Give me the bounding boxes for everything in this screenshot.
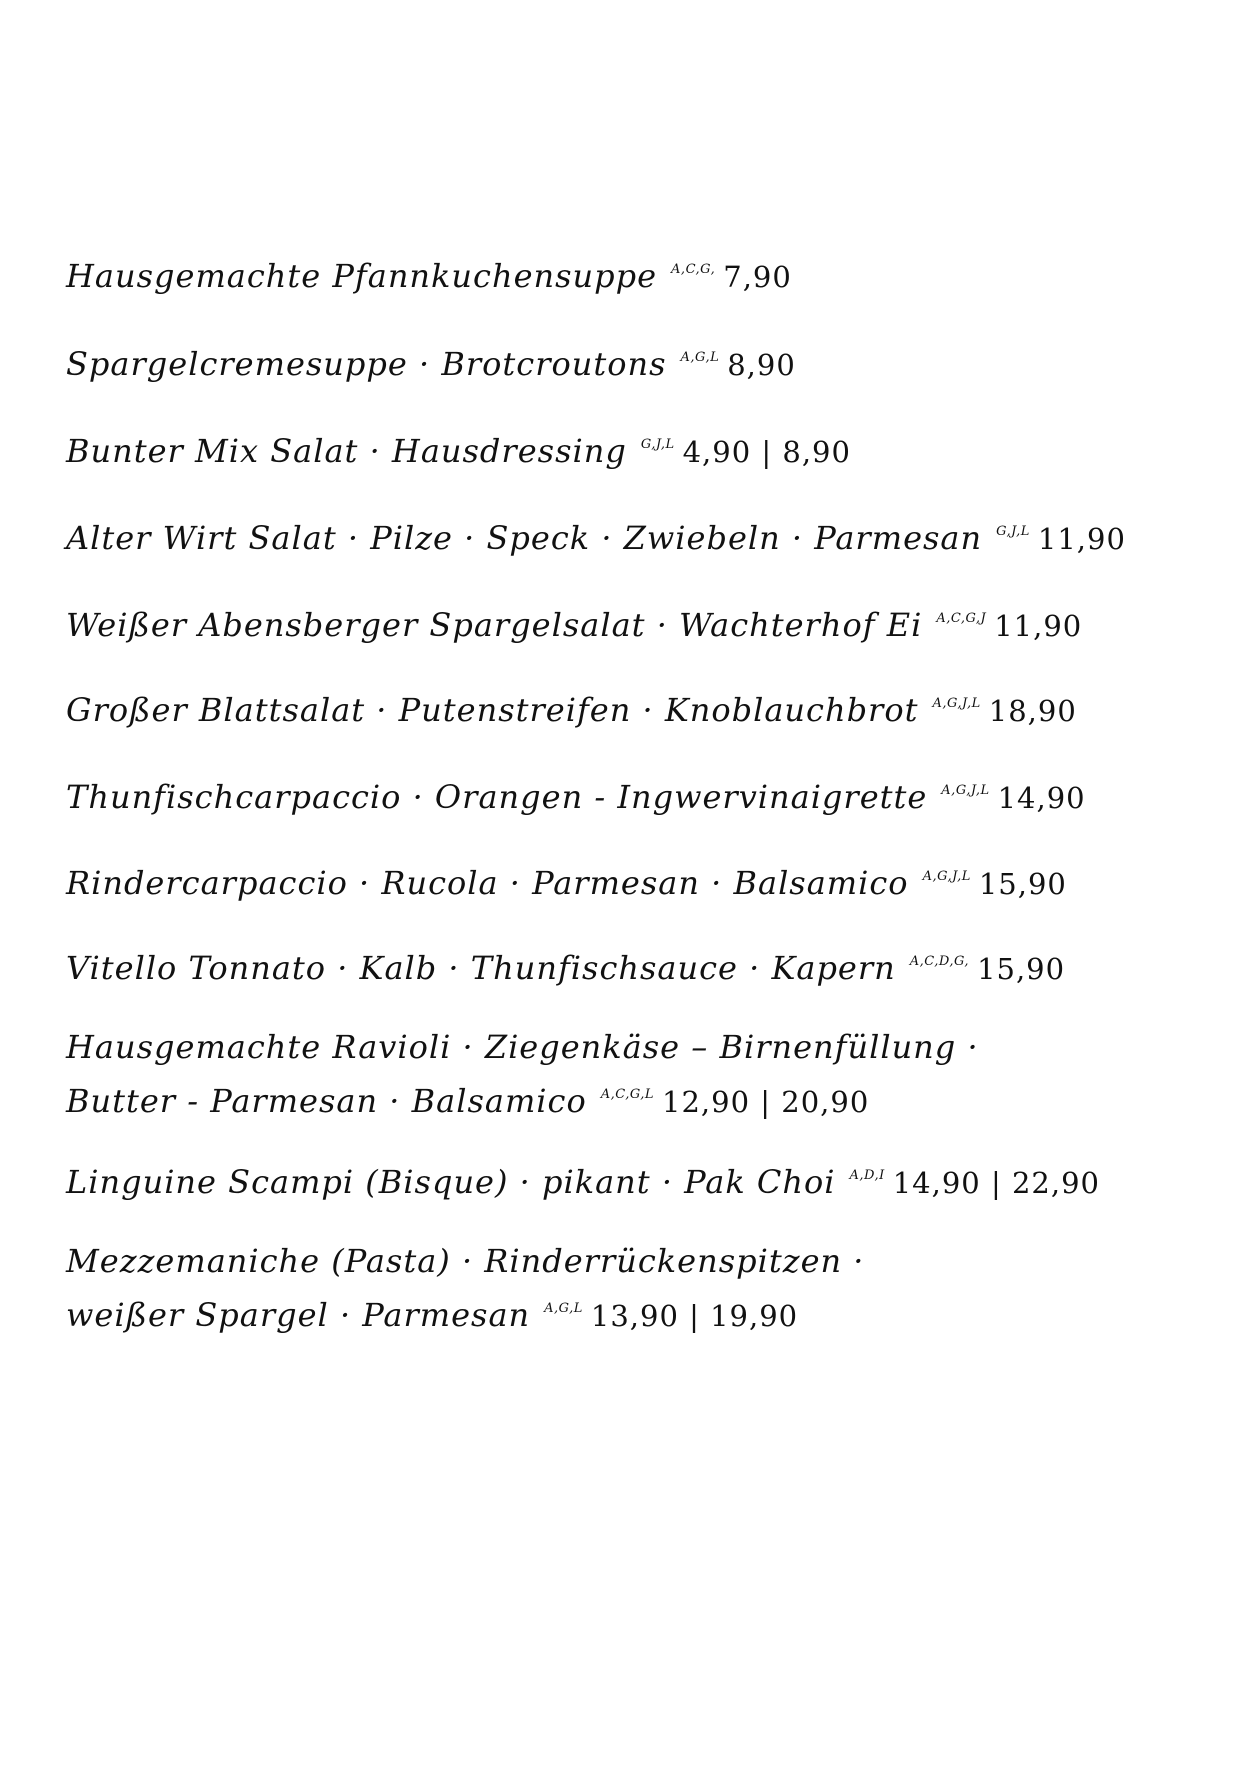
allergen-codes: A,C,G,J	[936, 611, 987, 626]
dish-price: 14,90	[997, 781, 1086, 815]
dish-price: 14,90 | 22,90	[892, 1166, 1100, 1200]
menu-item	[66, 421, 851, 476]
allergen-codes: G,J,L	[640, 437, 675, 452]
dish-name: Weißer Abensberger Spargelsalat · Wachterhof Ei	[66, 606, 923, 644]
dish-name: Rindercarpaccio · Rucola · Parmesan · Balsamico	[66, 864, 909, 902]
allergen-codes: A,C,G,L	[600, 1087, 655, 1102]
dish-price: 18,90	[988, 694, 1077, 728]
dish-price: 15,90	[977, 952, 1066, 986]
menu-item-line	[66, 938, 1065, 993]
dish-price: 7,90	[723, 260, 792, 294]
menu-item-line	[66, 1237, 864, 1285]
menu-item	[66, 767, 1086, 822]
menu-item	[66, 508, 1126, 563]
dish-name: Bunter Mix Salat · Hausdressing	[66, 432, 627, 470]
allergen-codes: A,G,J,L	[932, 696, 981, 711]
dish-price: 11,90	[1037, 522, 1126, 556]
menu-item-line	[66, 246, 792, 301]
dish-name: Linguine Scampi (Bisque) · pikant · Pak Choi	[66, 1163, 836, 1201]
menu-item	[66, 334, 796, 389]
menu-item	[66, 853, 1067, 908]
allergen-codes: A,G,L	[680, 350, 720, 365]
dish-price: 13,90 | 19,90	[590, 1299, 799, 1333]
allergen-codes: A,C,G,	[671, 262, 716, 277]
menu-item-line	[66, 508, 1126, 563]
dish-price: 8,90	[727, 348, 796, 382]
menu-item-line	[66, 680, 1077, 735]
menu-item	[66, 595, 1082, 650]
menu-item-line	[66, 1071, 979, 1126]
menu-item	[66, 1152, 1100, 1207]
menu-item-line	[66, 595, 1082, 650]
menu-item-line	[66, 1285, 864, 1340]
menu-item	[66, 1023, 979, 1126]
menu-item	[66, 680, 1077, 735]
dish-price: 4,90 | 8,90	[682, 435, 851, 469]
allergen-codes: A,G,J,L	[941, 783, 990, 798]
menu-item-line	[66, 767, 1086, 822]
menu-item	[66, 1237, 864, 1340]
menu-item-line	[66, 421, 851, 476]
dish-name: Spargelcremesuppe · Brotcroutons	[66, 345, 667, 383]
dish-name: Großer Blattsalat · Putenstreifen · Knoblauchbrot	[66, 691, 919, 729]
allergen-codes: A,C,D,G,	[909, 954, 970, 969]
dish-name: Vitello Tonnato · Kalb · Thunfischsauce · Kapern	[66, 949, 896, 987]
dish-name: Mezzemaniche (Pasta) · Rinderrückenspitzen ·	[66, 1242, 865, 1280]
dish-price: 15,90	[978, 867, 1067, 901]
dish-name: Thunfischcarpaccio · Orangen - Ingwervinaigrette	[66, 778, 928, 816]
dish-name: Hausgemachte Pfannkuchensuppe	[66, 257, 658, 295]
allergen-codes: G,J,L	[996, 524, 1030, 539]
allergen-codes: A,G,L	[544, 1301, 583, 1316]
dish-price: 11,90	[994, 609, 1083, 643]
menu-item-line	[66, 1023, 979, 1071]
dish-name-continued: weißer Spargel · Parmesan	[66, 1296, 531, 1334]
dish-name: Alter Wirt Salat · Pilze · Speck · Zwiebeln · Parmesan	[66, 519, 983, 557]
menu-item-line	[66, 1152, 1100, 1207]
allergen-codes: A,G,J,L	[922, 869, 971, 884]
allergen-codes: A,D,I	[849, 1168, 885, 1183]
menu-item	[66, 938, 1065, 993]
dish-name: Hausgemachte Ravioli · Ziegenkäse – Birnenfüllung ·	[66, 1028, 979, 1066]
dish-price: 12,90 | 20,90	[662, 1085, 870, 1119]
menu-item-line	[66, 853, 1067, 908]
dish-name-continued: Butter - Parmesan · Balsamico	[66, 1082, 587, 1120]
menu-item-line	[66, 334, 796, 389]
menu-item	[66, 246, 792, 301]
